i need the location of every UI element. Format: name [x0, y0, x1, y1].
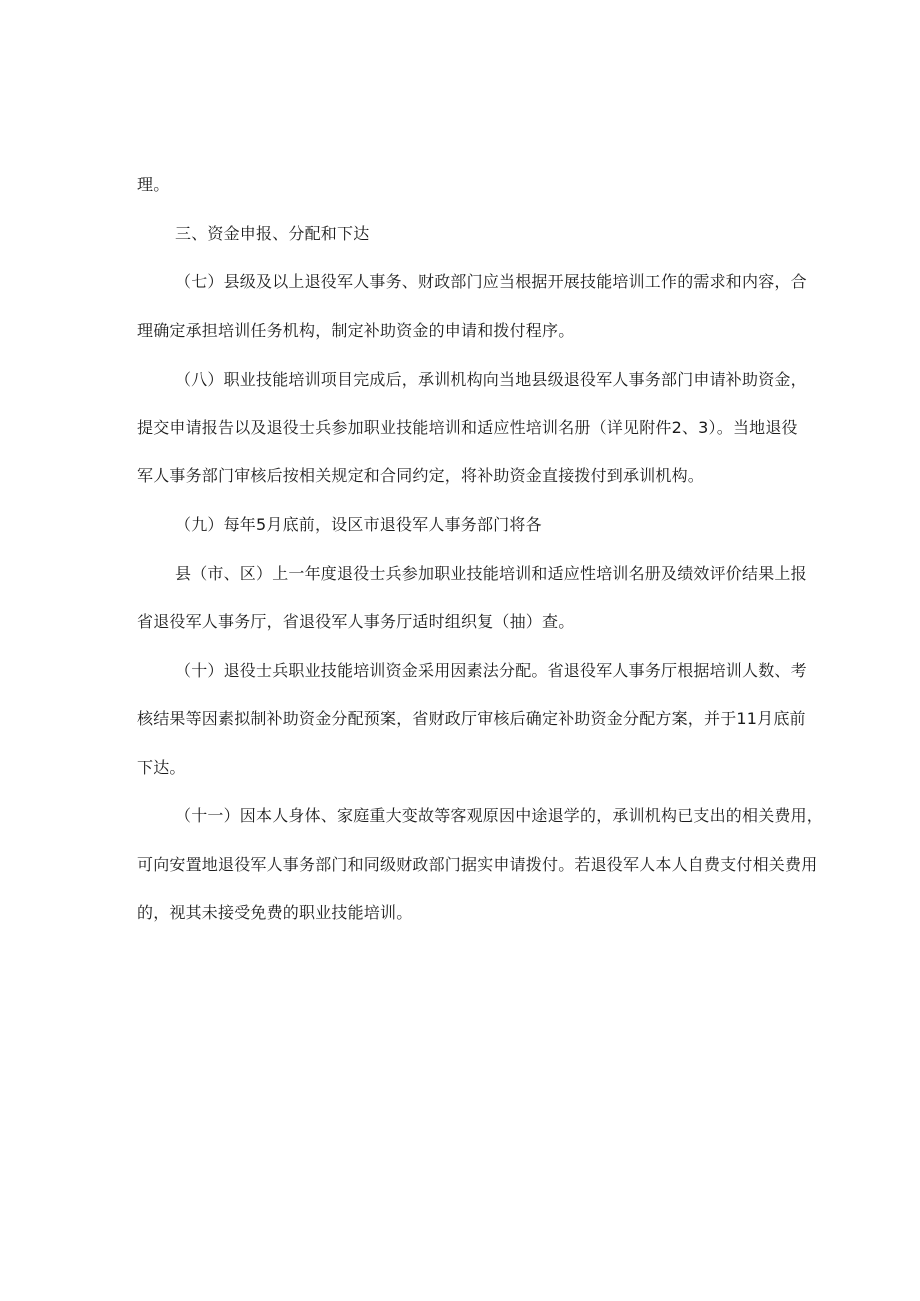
paragraph-9-line-1: （九）每年5月底前，设区市退役军人事务部门将各 [175, 515, 542, 534]
paragraph-9-line-3: 省退役军人事务厅，省退役军人事务厅适时组织复（抽）查。 [137, 612, 575, 631]
paragraph-8-line-2: 提交申请报告以及退役士兵参加职业技能培训和适应性培训名册（详见附件2、3）。当地退役 [137, 418, 798, 437]
paragraph-11-line-2: 可向安置地退役军人事务部门和同级财政部门据实申请拨付。若退役军人本人自费支付相关费用 [137, 855, 818, 874]
paragraph-11-line-3: 的，视其未接受免费的职业技能培训。 [137, 903, 413, 922]
paragraph-10-line-2: 核结果等因素拟制补助资金分配预案，省财政厅审核后确定补助资金分配方案，并于11月底前 [137, 709, 806, 728]
paragraph-10-line-1: （十）退役士兵职业技能培训资金采用因素法分配。省退役军人事务厅根据培训人数、考 [175, 661, 807, 680]
paragraph-continuation-line: 理。 [137, 175, 170, 194]
paragraph-11-line-1: （十一）因本人身体、家庭重大变故等客观原因中途退学的，承训机构已支出的相关费用， [175, 806, 824, 825]
paragraph-10-line-3: 下达。 [137, 758, 186, 777]
paragraph-7-line-2: 理确定承担培训任务机构，制定补助资金的申请和拨付程序。 [137, 321, 575, 340]
section-heading: 三、资金申报、分配和下达 [175, 224, 370, 243]
paragraph-7-line-1: （七）县级及以上退役军人事务、财政部门应当根据开展技能培训工作的需求和内容，合 [175, 272, 807, 291]
paragraph-9-line-2: 县（市、区）上一年度退役士兵参加职业技能培训和适应性培训名册及绩效评价结果上报 [175, 564, 807, 583]
paragraph-8-line-3: 军人事务部门审核后按相关规定和合同约定，将补助资金直接拨付到承训机构。 [137, 466, 705, 485]
paragraph-8-line-1: （八）职业技能培训项目完成后，承训机构向当地县级退役军人事务部门申请补助资金， [175, 370, 807, 389]
